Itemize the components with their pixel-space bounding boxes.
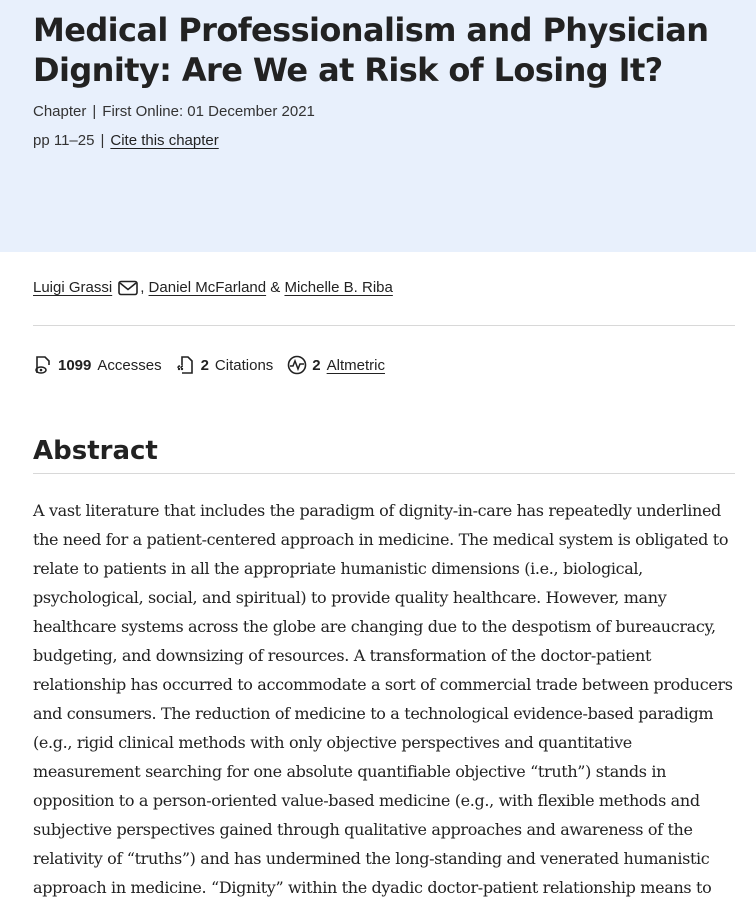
citations-label: Citations xyxy=(214,356,274,374)
accesses-label: Accesses xyxy=(97,356,162,374)
citations-count: 2 xyxy=(200,356,209,374)
accesses-metric xyxy=(33,355,162,375)
article-metrics xyxy=(33,326,735,377)
page-range: pp 11–25 xyxy=(33,132,95,149)
abstract-text: A vast literature that includes the paradigm of dignity-in-care has repeatedly underlined the need for a patient-centered approach in medicine. The medical system is obligated to relate to patients in all the appropriate humanistic dimensions (i.e., biological, psychological, social, and spiritual) to provide quality healthcare. However, many healthcare systems across the globe are changing due to the despotism of bureaucracy, budgeting, and downsizing of resources. A transformation of the doctor-patient relationship has occurred to accommodate a sort of commercial trade between producers and consumers. The reduction of medicine to a technological evidence-based paradigm (e.g., rigid clinical methods with only objective perspectives and quantitative measurement searching for one absolute quantifiable objective “truth”) stands in opposition to a person-oriented value-based medicine (e.g., with flexible methods and subjective perspectives gained through qualitative approaches and awareness of the relativity of “truths”) and has undermined the long-standing and venerated humanistic approach in medicine. “Dignity” within the dyadic doctor-patient relationship means to xyxy=(33,501,733,897)
author-link-riba[interactable]: Michelle B. Riba xyxy=(284,279,393,296)
meta-row-pages: pp 11–25 | Cite this chapter xyxy=(33,132,219,149)
page-title: Medical Professionalism and Physician Dignity: Are We at Risk of Losing It? xyxy=(33,11,709,89)
content-type: Chapter xyxy=(33,103,87,120)
citations-metric xyxy=(176,355,274,375)
meta-row-type: Chapter | First Online: 01 December 2021 xyxy=(33,103,315,120)
altmetric-icon xyxy=(287,355,307,375)
envelope-icon[interactable] xyxy=(118,280,138,300)
author-link-grassi[interactable]: Luigi Grassi xyxy=(33,279,113,296)
altmetric-link[interactable]: Altmetric xyxy=(326,356,385,374)
altmetric-count: 2 xyxy=(312,356,321,374)
main-content xyxy=(0,252,756,902)
altmetric-metric xyxy=(287,355,385,375)
download-eye-icon xyxy=(33,355,53,375)
cite-chapter-link[interactable]: Cite this chapter xyxy=(110,132,219,149)
chapter-header xyxy=(0,0,756,252)
author-link-mcfarland[interactable]: Daniel McFarland xyxy=(148,279,267,296)
quote-doc-icon xyxy=(176,355,196,375)
abstract-heading: Abstract xyxy=(33,433,735,474)
chapter-meta xyxy=(33,102,723,160)
accesses-count: 1099 xyxy=(58,356,92,374)
first-online-date: First Online: 01 December 2021 xyxy=(102,103,315,120)
author-list: Luigi Grassi , Daniel McFarland & Michelle B. Riba xyxy=(33,252,735,326)
